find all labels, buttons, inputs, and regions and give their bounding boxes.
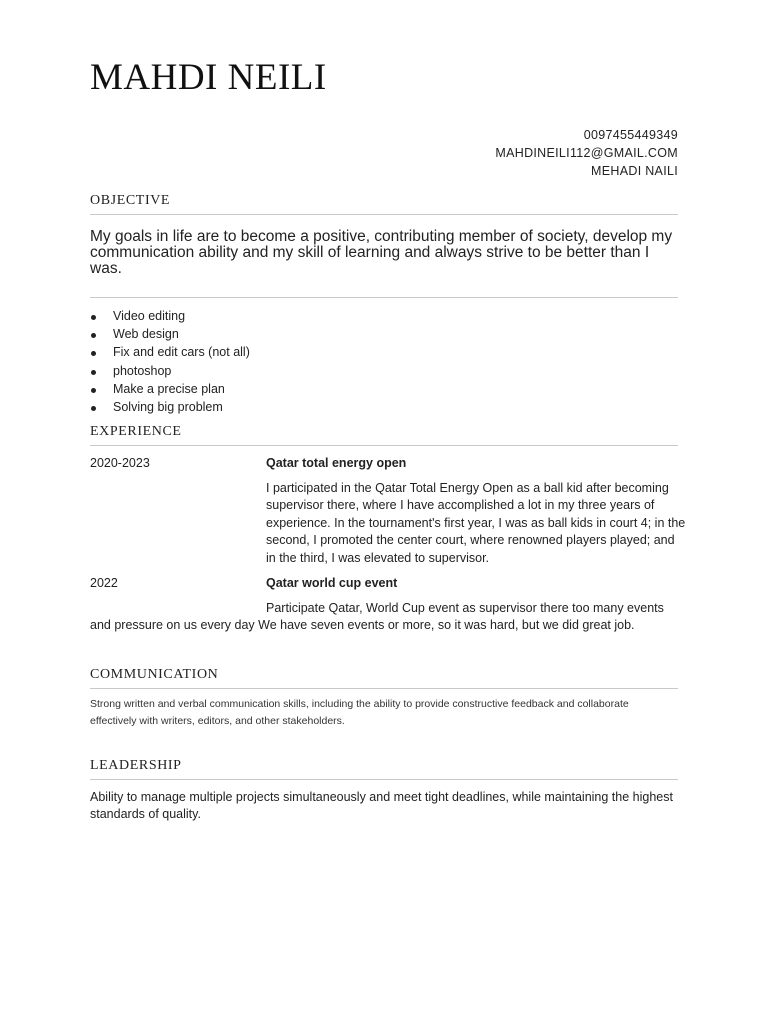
skills-list (90, 307, 250, 416)
communication-text: Strong written and verbal communication skills, including the ability to provide constructive feedback and collaborate effectively with writers, editors, and other stakeholders. (90, 698, 629, 727)
leadership-text: Ability to manage multiple projects simultaneously and meet tight deadlines, while maintaining the highest standards of quality. (90, 790, 673, 822)
skill-item: Video editing (90, 307, 250, 325)
experience-description: Participate Qatar, World Cup event as supervisor there too many events and pressure on us every day We have seven events or more, so it was hard, but we did great job. (90, 601, 664, 633)
skill-item: Fix and edit cars (not all) (90, 343, 250, 361)
divider (90, 297, 678, 298)
skill-item: Web design (90, 325, 250, 343)
experience-title: Qatar world cup event (266, 576, 398, 590)
skill-item: photoshop (90, 362, 250, 380)
candidate-name: MAHDI NEILI (90, 57, 327, 98)
objective-heading: OBJECTIVE (90, 193, 678, 215)
experience-heading: EXPERIENCE (90, 424, 678, 446)
objective-text: My goals in life are to become a positive, contributing member of society, develop my communication ability and my skill of learning and always strive to be better than I was. (90, 228, 673, 277)
contact-block (495, 126, 678, 180)
phone-number: 0097455449349 (583, 128, 678, 142)
experience-date: 2022 (90, 576, 118, 590)
communication-heading: COMMUNICATION (90, 667, 678, 689)
skill-item: Make a precise plan (90, 380, 250, 398)
experience-title: Qatar total energy open (266, 456, 407, 470)
email-address: MAHDINEILI112@GMAIL.COM (495, 146, 678, 160)
alias-name: MEHADI NAILI (591, 164, 678, 178)
skill-item: Solving big problem (90, 398, 250, 416)
experience-date: 2020-2023 (90, 456, 150, 470)
leadership-heading: LEADERSHIP (90, 758, 678, 780)
experience-description: I participated in the Qatar Total Energy Open as a ball kid after becoming supervisor there, where I have accomplished a lot in my three years of experience. In the tournament's first year, I was as ball kids in court 4; in the second, I promoted the center court, where renowned players played; and in the third, I was elevated to supervisor. (266, 481, 686, 565)
